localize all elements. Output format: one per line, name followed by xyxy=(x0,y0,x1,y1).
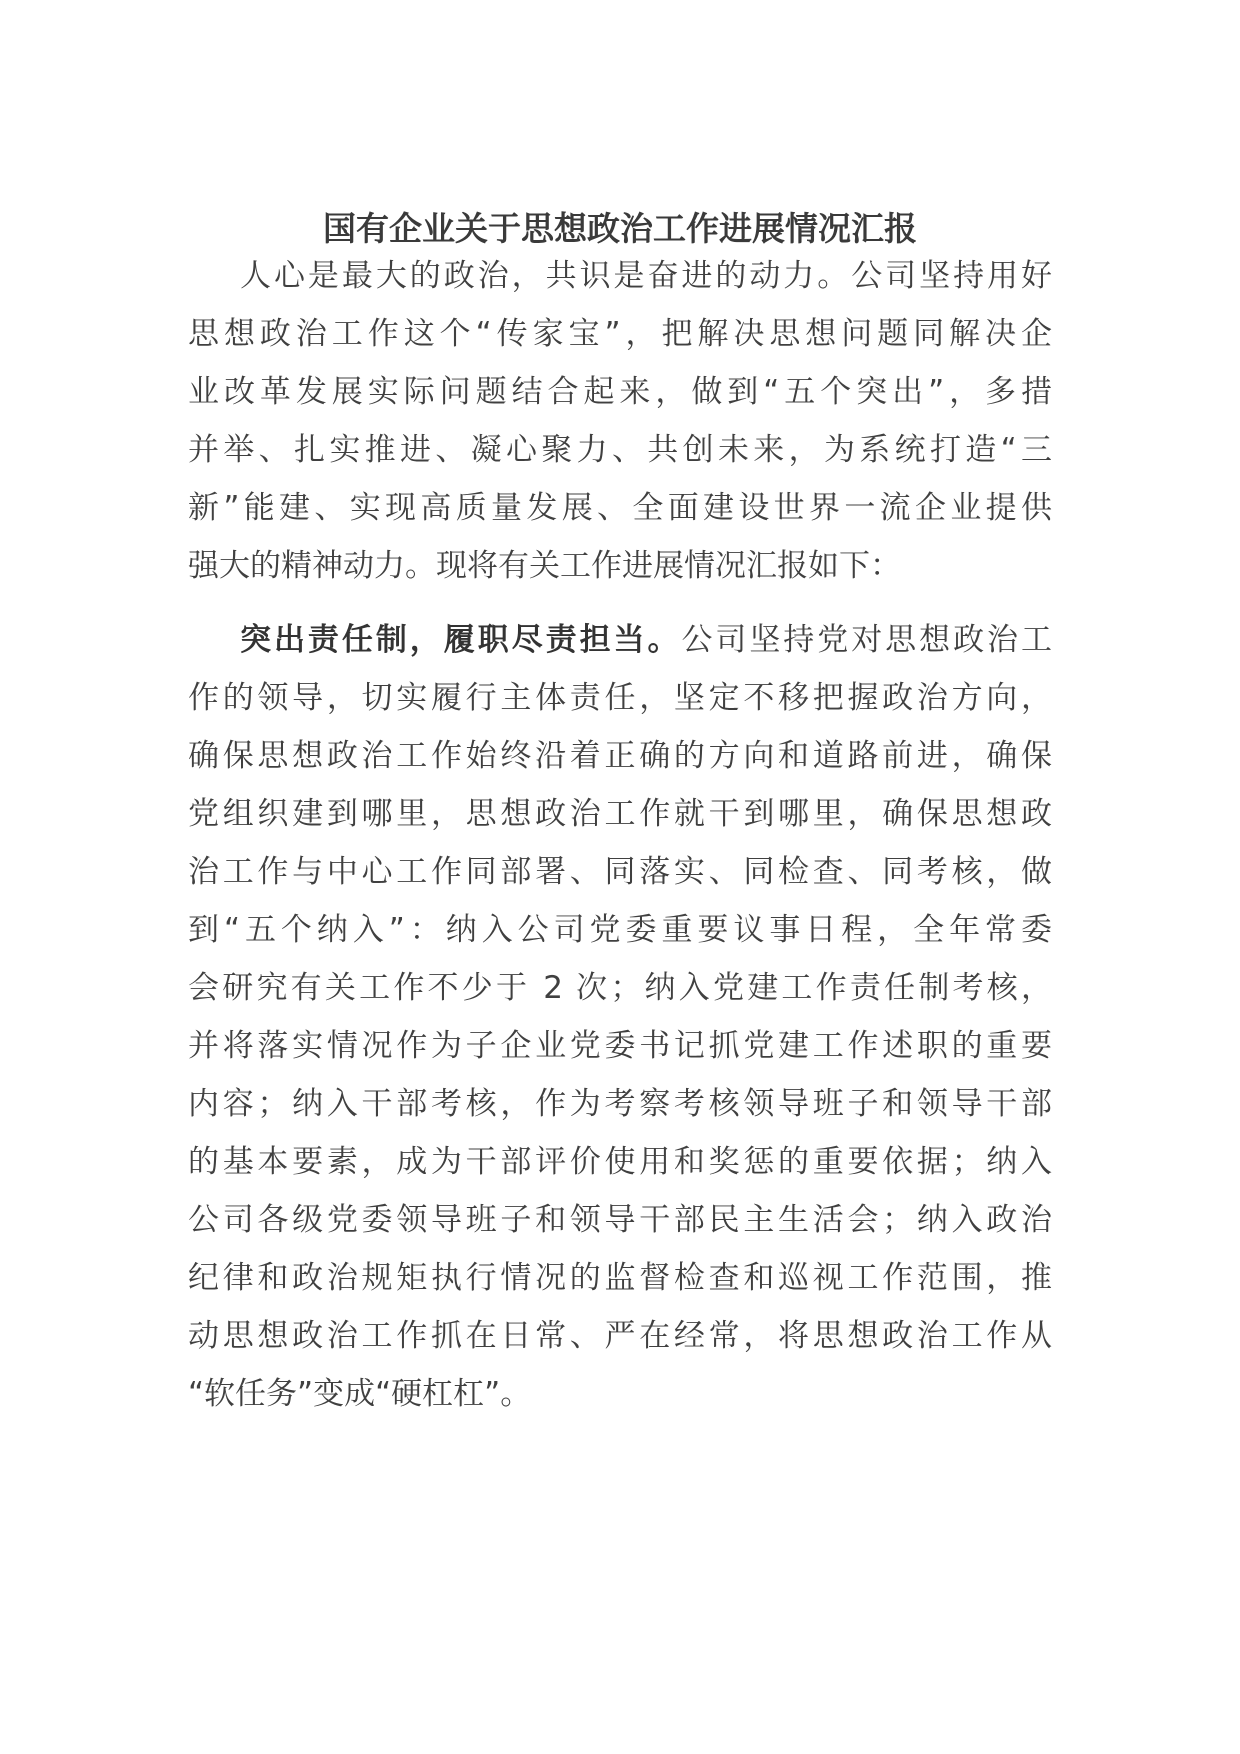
paragraph-2-line-9: 内容；纳入干部考核，作为考察考核领导班子和领导干部 xyxy=(188,1086,1052,1122)
paragraph-2-line-7: 会研究有关工作不少于 2 次；纳入党建工作责任制考核， xyxy=(188,970,1052,1006)
paragraph-1-line-5: 新”能建、实现高质量发展、全面建设世界一流企业提供 xyxy=(188,490,1052,526)
paragraph-2-line-3: 确保思想政治工作始终沿着正确的方向和道路前进，确保 xyxy=(188,738,1052,774)
document-title: 国有企业关于思想政治工作进展情况汇报 xyxy=(323,209,917,248)
paragraph-2-line-8: 并将落实情况作为子企业党委书记抓党建工作述职的重要 xyxy=(188,1028,1052,1064)
paragraph-2-line-11: 公司各级党委领导班子和领导干部民主生活会；纳入政治 xyxy=(188,1202,1052,1238)
paragraph-1-line-4: 并举、扎实推进、凝心聚力、共创未来，为系统打造“三 xyxy=(188,432,1052,468)
paragraph-2-line-5: 治工作与中心工作同部署、同落实、同检查、同考核，做 xyxy=(188,854,1052,890)
paragraph-2-line-6: 到“五个纳入”：纳入公司党委重要议事日程，全年常委 xyxy=(188,912,1052,948)
paragraph-2-line-2: 作的领导，切实履行主体责任，坚定不移把握政治方向， xyxy=(188,680,1052,716)
paragraph-2-line-4: 党组织建到哪里，思想政治工作就干到哪里，确保思想政 xyxy=(188,796,1052,832)
paragraph-1-line-3: 业改革发展实际问题结合起来，做到“五个突出”，多措 xyxy=(188,374,1052,410)
paragraph-2-line-1-text: 公司坚持党对思想政治工 xyxy=(681,622,1053,658)
paragraph-2-line-14: “软任务”变成“硬杠杠”。 xyxy=(188,1376,532,1412)
paragraph-2-line-10: 的基本要素，成为干部评价使用和奖惩的重要依据；纳入 xyxy=(188,1144,1052,1180)
paragraph-2-line-13: 动思想政治工作抓在日常、严在经常，将思想政治工作从 xyxy=(188,1318,1052,1354)
section-heading: 突出责任制，履职尽责担当。 xyxy=(240,622,682,658)
paragraph-1-line-2: 思想政治工作这个“传家宝”，把解决思想问题同解决企 xyxy=(188,316,1052,352)
paragraph-1-line-1: 人心是最大的政治，共识是奋进的动力。公司坚持用好 xyxy=(240,258,1052,294)
paragraph-1-line-6: 强大的精神动力。现将有关工作进展情况汇报如下： xyxy=(188,548,901,584)
paragraph-2-line-12: 纪律和政治规矩执行情况的监督检查和巡视工作范围，推 xyxy=(188,1260,1052,1296)
paragraph-2-line-1 xyxy=(240,620,1052,660)
